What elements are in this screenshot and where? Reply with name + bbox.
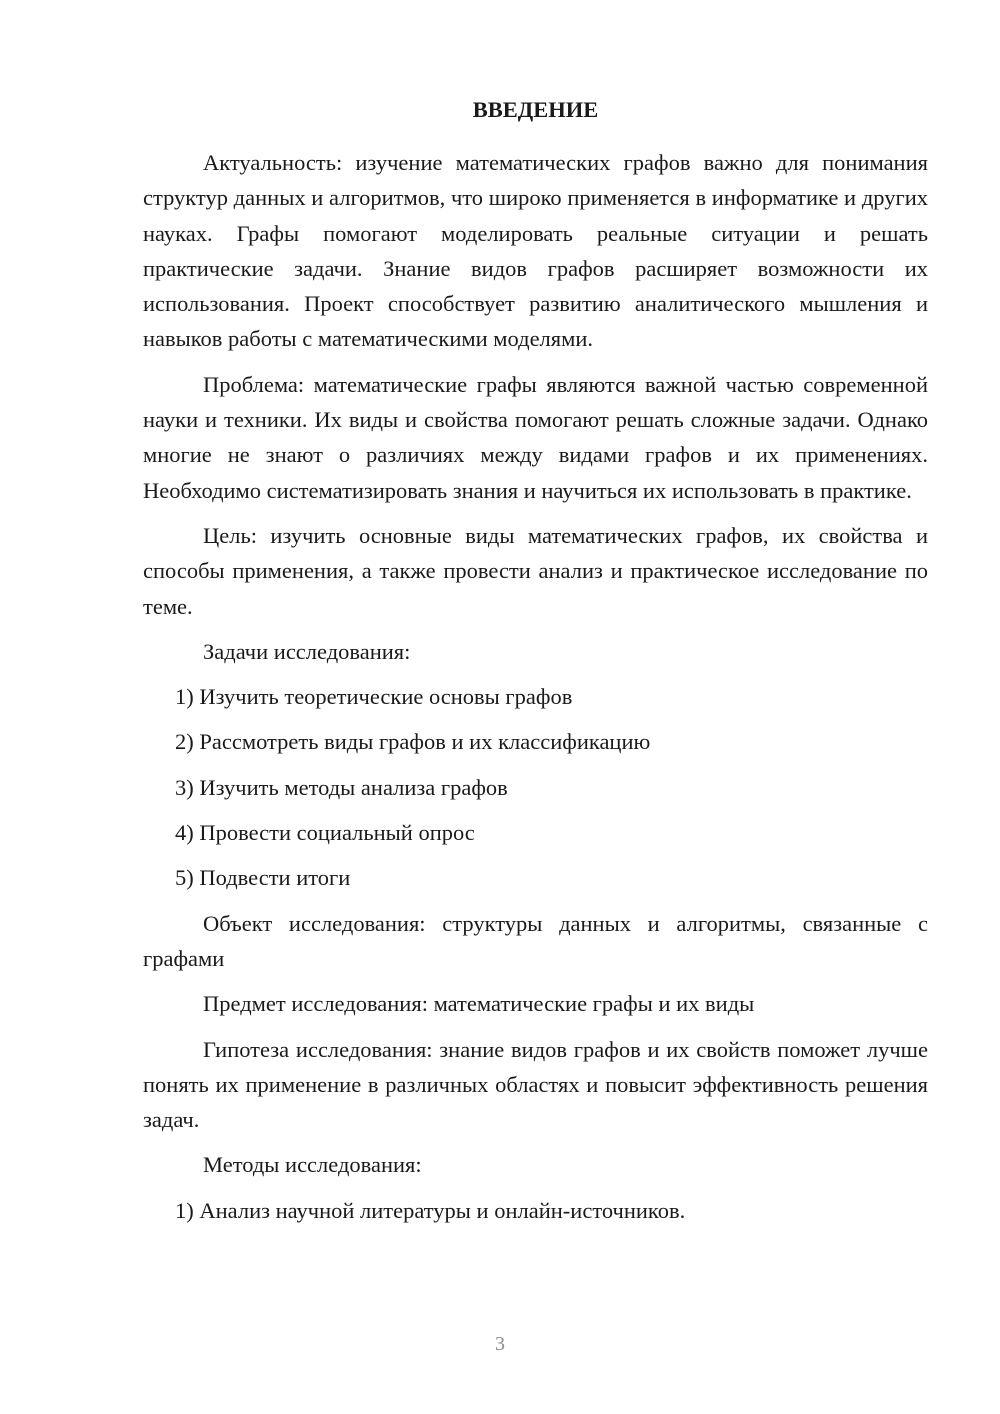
tasks-heading: Задачи исследования: (203, 638, 411, 664)
method-item: 1) Анализ научной литературы и онлайн-источников. (175, 1197, 686, 1223)
page-content (143, 95, 928, 1238)
page-number: 3 (495, 1333, 505, 1355)
task-item: 1) Изучить теоретические основы графов (175, 684, 573, 710)
methods-heading: Методы исследования: (203, 1152, 422, 1178)
task-item: 4) Провести социальный опрос (175, 820, 475, 846)
task-item: 2) Рассмотреть виды графов и их классификацию (175, 729, 651, 755)
subject-paragraph: Предмет исследования: математические графы и их виды (203, 991, 755, 1017)
task-item: 3) Изучить методы анализа графов (175, 774, 508, 800)
goal-paragraph: Цель: изучить основные виды математических графов, их свойства и способы применения, а также провести анализ и практическое исследование по теме. (143, 522, 928, 619)
relevance-paragraph: Актуальность: изучение математических графов важно для понимания структур данных и алгоритмов, что широко применяется в информатике и других науках. Графы помогают моделировать реальные ситуации и решать практические задачи. Знание видов графов расширяет возможности их использования. Проект способствует развитию аналитического мышления и навыков работы с математическими моделями. (143, 150, 928, 352)
problem-paragraph: Проблема: математические графы являются важной частью современной науки и техники. Их виды и свойства помогают решать сложные задачи. Однако многие не знают о различиях между видами графов и их применениях. Необходимо систематизировать знания и научиться их использовать в практике. (143, 371, 928, 503)
page-title: ВВЕДЕНИЕ (472, 97, 599, 122)
task-item: 5) Подвести итоги (175, 865, 351, 891)
tasks-list (143, 679, 928, 895)
methods-list (143, 1193, 928, 1228)
object-paragraph: Объект исследования: структуры данных и алгоритмы, связанные с графами (143, 910, 928, 971)
hypothesis-paragraph: Гипотеза исследования: знание видов графов и их свойств поможет лучше понять их применение в различных областях и повысит эффективность решения задач. (143, 1036, 928, 1133)
